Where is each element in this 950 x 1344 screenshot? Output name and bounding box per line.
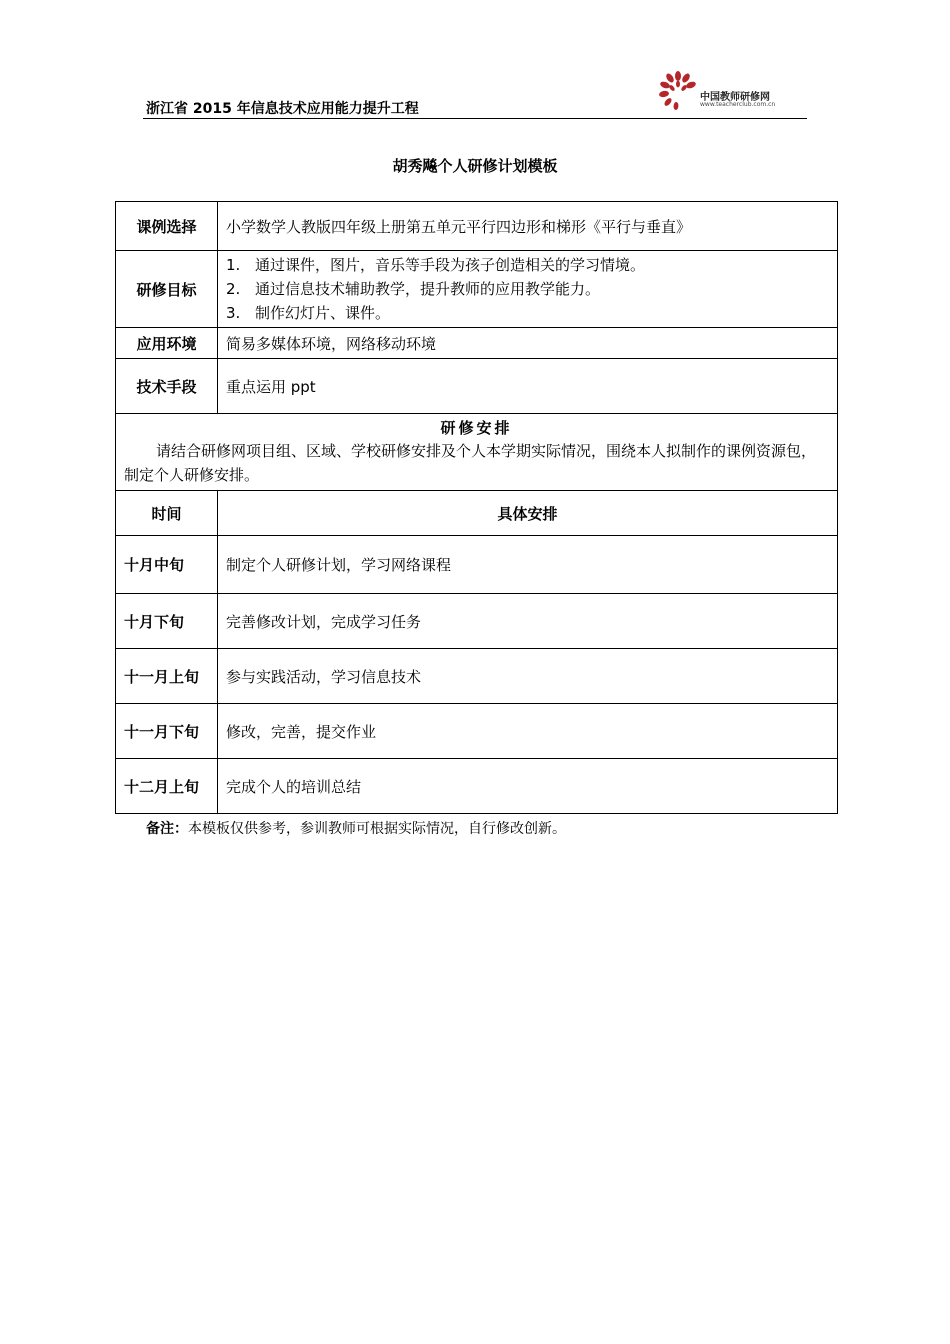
footnote [146,818,566,838]
schedule-plan: 完成个人的培训总结 [218,759,838,814]
schedule-time: 十二月上旬 [116,759,218,814]
col-time-header: 时间 [116,491,218,536]
header-divider [143,118,807,119]
table-row [116,759,838,814]
page-title: 胡秀飚个人研修计划模板 [392,157,558,175]
schedule-plan: 参与实践活动，学习信息技术 [218,649,838,704]
schedule-time: 十一月上旬 [116,649,218,704]
header-text: 浙江省 2015 年信息技术应用能力提升工程 [146,101,419,117]
goals-value [218,251,838,328]
schedule-time: 十一月下旬 [116,704,218,759]
row-schedule-intro [116,414,838,491]
logo-name: 中国教师研修网 [700,92,770,103]
table-row [116,594,838,649]
footnote-label: 备注： [146,821,188,837]
list-item: 3. 制作幻灯片、课件。 [226,304,391,322]
logo-url: www.teacherclub.com.cn [700,101,776,108]
goals-list [226,253,829,325]
schedule-title: 研修安排 [440,419,513,437]
course-value: 小学数学人教版四年级上册第五单元平行四边形和梯形《平行与垂直》 [218,202,838,251]
plan-table [115,201,838,814]
row-env [116,328,838,359]
env-label: 应用环境 [116,328,218,359]
table-row [116,649,838,704]
goals-label: 研修目标 [116,251,218,328]
schedule-plan: 制定个人研修计划，学习网络课程 [218,536,838,594]
schedule-time: 十月下旬 [116,594,218,649]
list-item: 1. 通过课件，图片，音乐等手段为孩子创造相关的学习情境。 [226,256,646,274]
schedule-note: 请结合研修网项目组、区域、学校研修安排及个人本学期实际情况，围绕本人拟制作的课例资源包，制定个人研修安排。 [124,442,817,484]
tech-label: 技术手段 [116,359,218,414]
schedule-plan: 完善修改计划，完成学习任务 [218,594,838,649]
schedule-header-row [116,491,838,536]
table-row [116,704,838,759]
row-tech [116,359,838,414]
schedule-time: 十月中旬 [116,536,218,594]
flower-swirl-logo-icon [656,68,702,114]
course-label: 课例选择 [116,202,218,251]
list-item: 2. 通过信息技术辅助教学，提升教师的应用教学能力。 [226,280,601,298]
footnote-text: 本模板仅供参考，参训教师可根据实际情况，自行修改创新。 [188,821,566,837]
tech-value: 重点运用 ppt [218,359,838,414]
site-logo [656,68,806,114]
row-course [116,202,838,251]
table-row [116,536,838,594]
col-plan-header: 具体安排 [218,491,838,536]
env-value: 简易多媒体环境，网络移动环境 [218,328,838,359]
schedule-plan: 修改，完善，提交作业 [218,704,838,759]
row-goals [116,251,838,328]
